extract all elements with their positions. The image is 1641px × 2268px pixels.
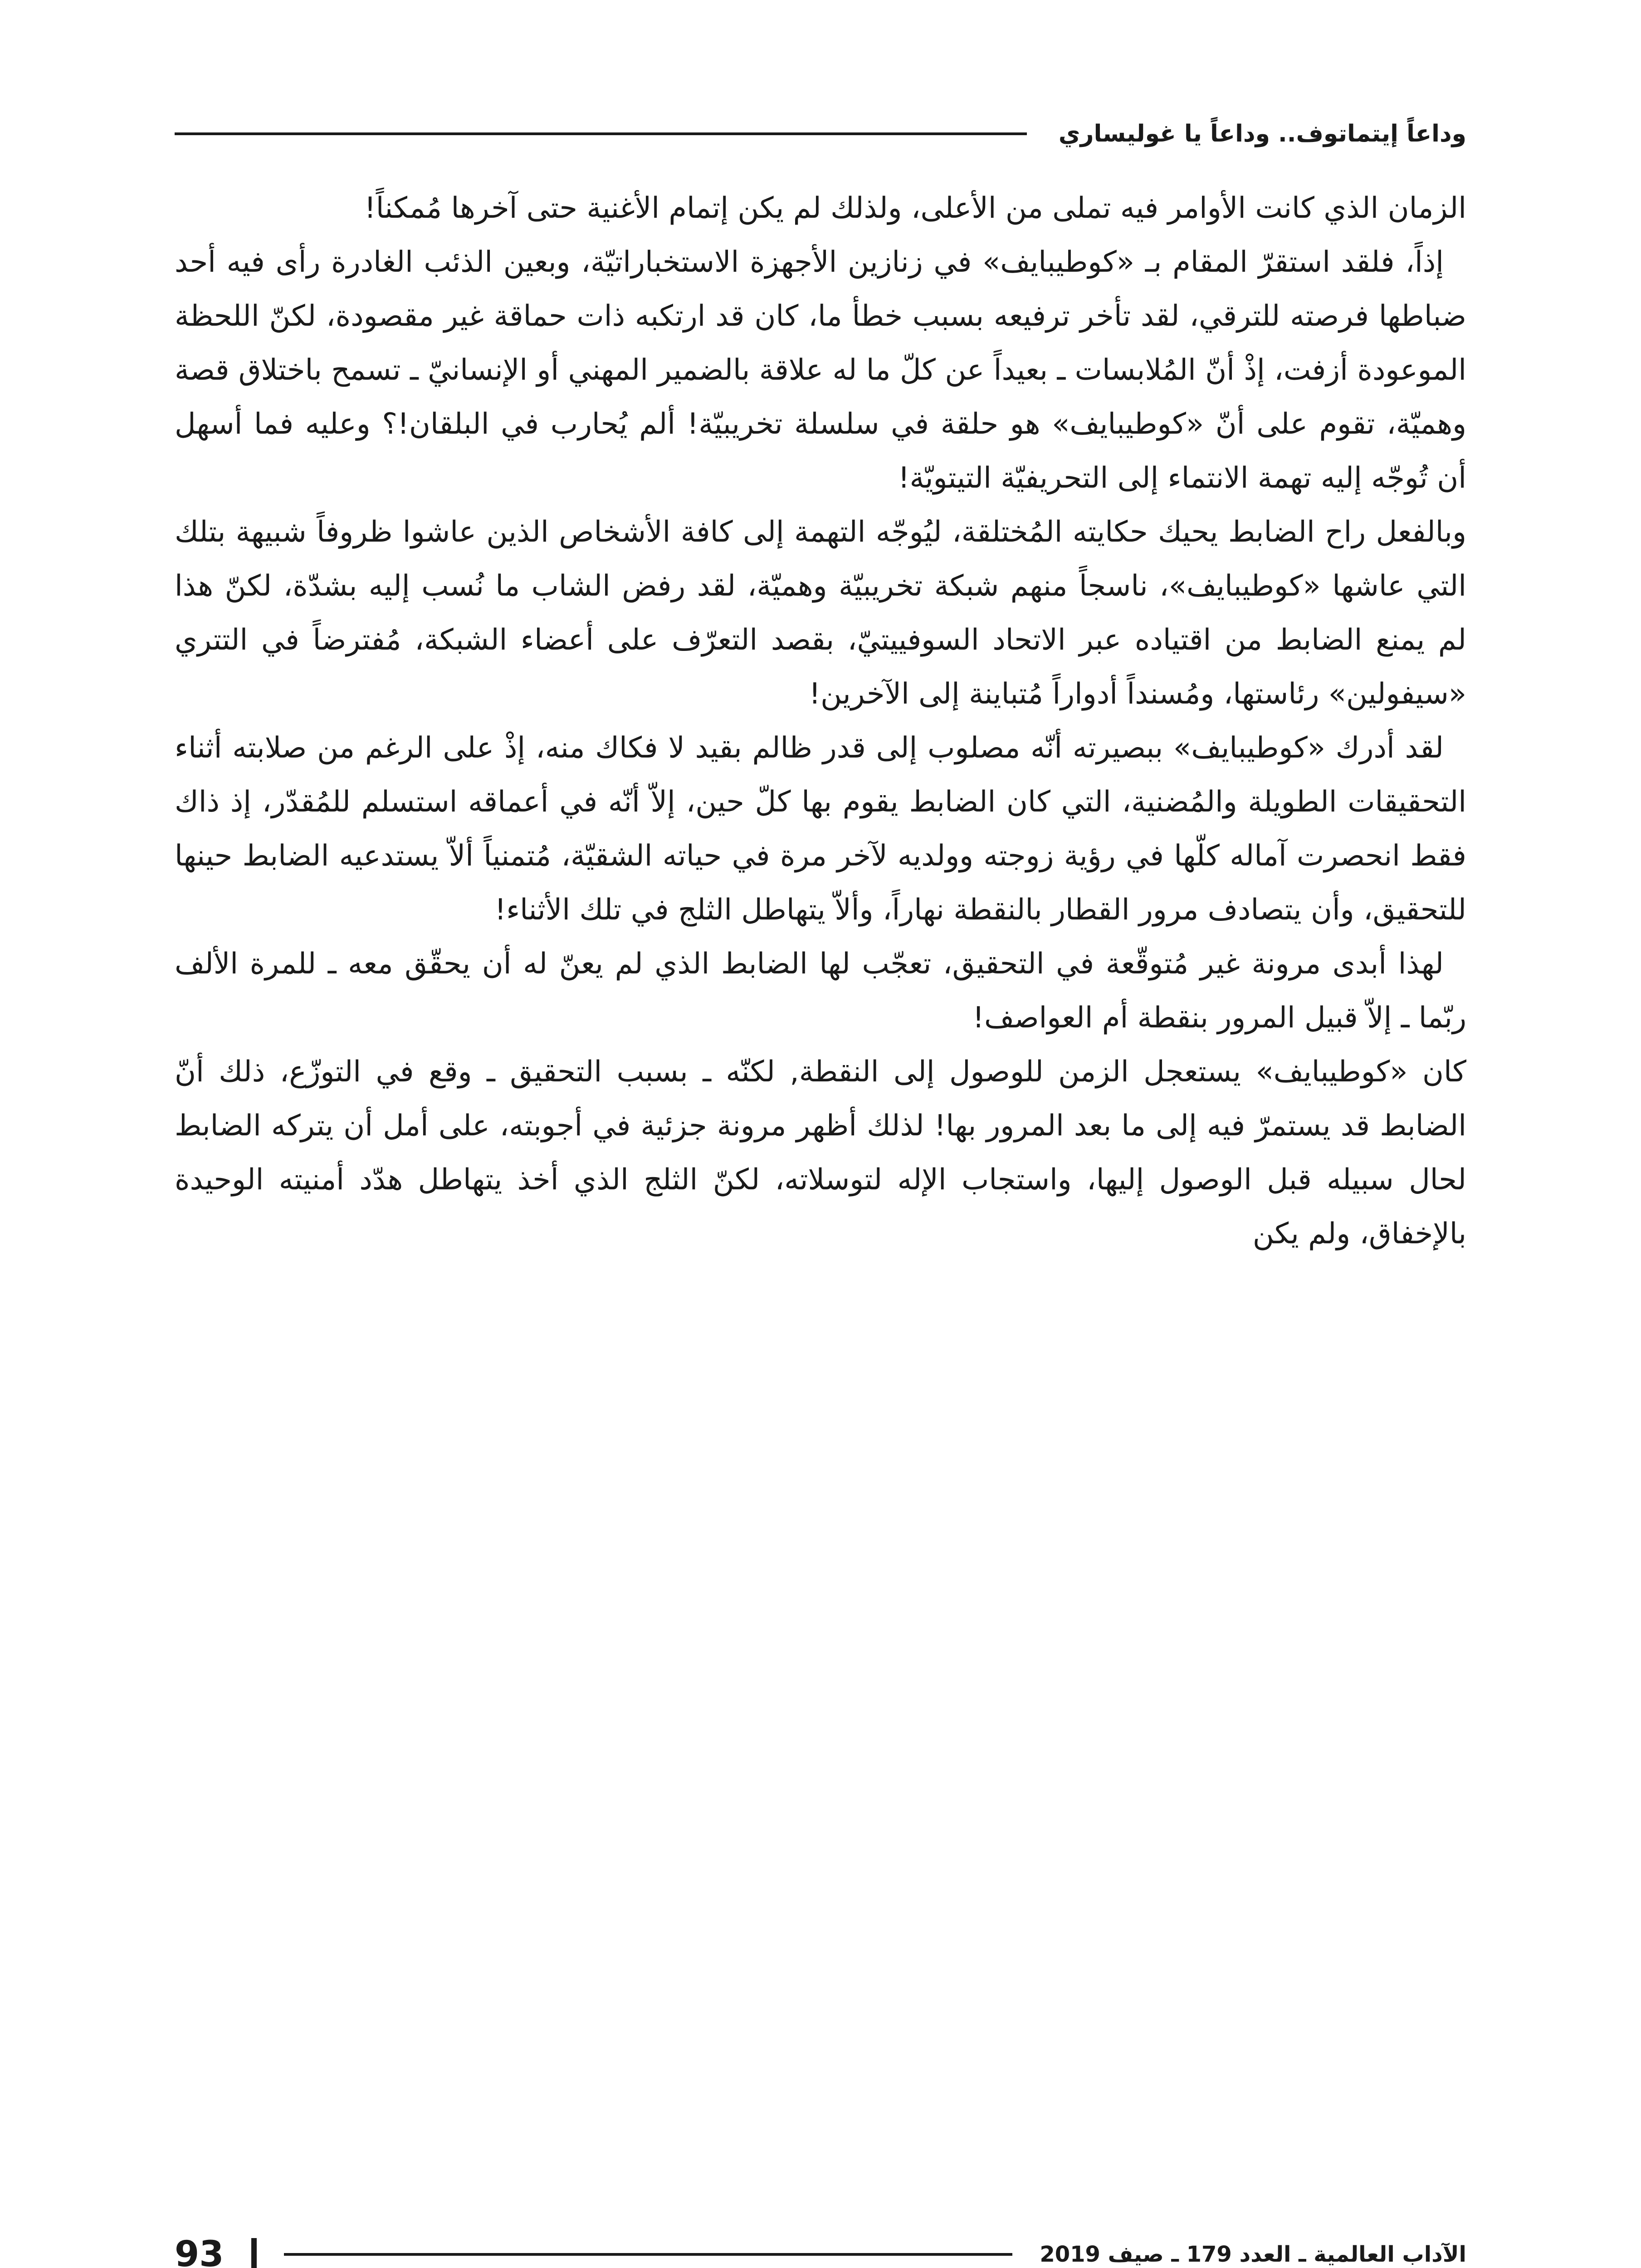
running-title: وداعاً إيتماتوف.. وداعاً يا غوليساري [1058,120,1466,147]
paragraph: إذاً، فلقد استقرّ المقام بـ «كوطيبايف» في زنازين الأجهزة الاستخباراتيّة، وبعين الذئب الغادرة رأى فيه أحد ضباطها فرصته للترقي، لقد تأخر ترفيعه بسبب خطأ ما، كان قد ارتكبه ذات حماقة غير مقصودة، لكنّ اللحظة الموعودة أزفت، إذْ أنّ المُلابسات ـ بعيداً عن كلّ ما له علاقة بالضمير المهني أو الإنسانيّ ـ تسمح باختلاق قصة وهميّة، تقوم على أنّ «كوطيبايف» هو حلقة في سلسلة تخريبيّة! ألم يُحارب في البلقان!؟ وعليه فما أسهل أن تُوجّه إليه تهمة الانتماء إلى التحريفيّة التيتويّة! [175,245,1466,495]
paragraph: لقد أدرك «كوطيبايف» ببصيرته أنّه مصلوب إلى قدر ظالم بقيد لا فكاك منه، إذْ على الرغم من صلابته أثناء التحقيقات الطويلة والمُضنية، التي كان الضابط يقوم بها كلّ حين، إلاّ أنّه في أعماقه استسلم للمُقدّر، إذ ذاك فقط انحصرت آماله كلّها في رؤية زوجته وولديه لآخر مرة في حياته الشقيّة، مُتمنياً ألاّ يستدعيه الضابط حينها للتحقيق، وأن يتصادف مرور القطار بالنقطة نهاراً، وألاّ يتهاطل الثلج في تلك الأثناء! [175,731,1466,927]
running-header [175,116,1466,152]
paragraph: لهذا أبدى مرونة غير مُتوقّعة في التحقيق، تعجّب لها الضابط الذي لم يعنّ له أن يحقّق معه ـ للمرة الألف ربّما ـ إلاّ قبيل المرور بنقطة أم العواصف! [175,947,1466,1035]
footer-separator-bar [251,2238,257,2268]
paragraph: كان «كوطيبايف» يستعجل الزمن للوصول إلى النقطة, لكنّه ـ بسبب التحقيق ـ وقع في التوزّع، ذلك أنّ الضابط قد يستمرّ فيه إلى ما بعد المرور بها! لذلك أظهر مرونة جزئية في أجوبته، على أمل أن يتركه الضابط لحال سبيله قبل الوصول إليها، واستجاب الإله لتوسلاته، لكنّ الثلج الذي أخذ يتهاطل هدّد أمنيته الوحيدة بالإخفاق، ولم يكن [175,1055,1466,1251]
running-footer [175,2232,1466,2268]
footer-rule [284,2253,1013,2256]
page-number: 93 [175,2234,224,2268]
paragraph: وبالفعل راح الضابط يحيك حكايته المُختلقة، ليُوجّه التهمة إلى كافة الأشخاص الذين عاشوا ظروفاً شبيهة بتلك التي عاشها «كوطيبايف»، ناسجاً منهم شبكة تخريبيّة وهميّة، لقد رفض الشاب ما نُسب إليه بشدّة، لكنّ هذا لم يمنع الضابط من اقتياده عبر الاتحاد السوفييتيّ، بقصد التعرّف على أعضاء الشبكة، مُفترضاً في التتري «سيفولين» رئاستها، ومُسنداً أدواراً مُتباينة إلى الآخرين! [175,515,1466,711]
journal-issue-info: الآداب العالمية ـ العدد 179 ـ صيف 2019 [1040,2242,1466,2267]
header-rule [175,132,1027,135]
article-body [175,181,1466,1261]
paragraph: الزمان الذي كانت الأوامر فيه تملى من الأعلى، ولذلك لم يكن إتمام الأغنية حتى آخرها مُمكناً! [364,191,1466,225]
